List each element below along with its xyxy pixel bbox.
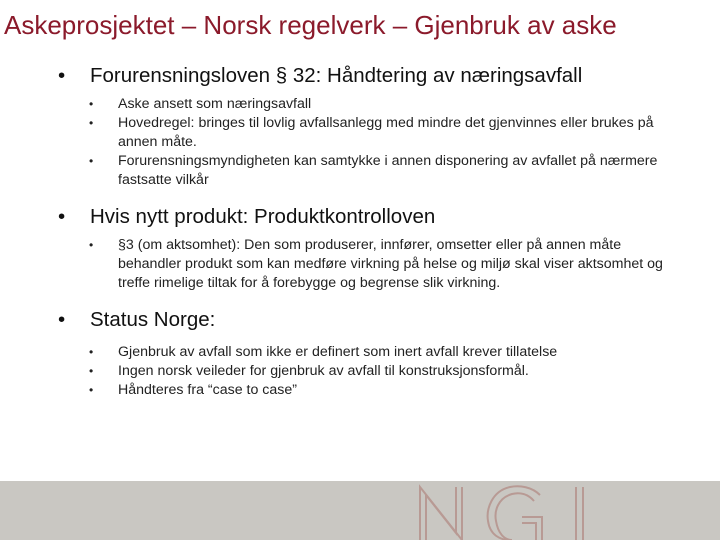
section-produktkontrolloven	[58, 203, 708, 293]
bullet-icon: •	[89, 154, 94, 168]
list-item	[58, 114, 670, 152]
list-item	[58, 362, 670, 381]
bullet-icon: •	[89, 238, 94, 252]
bullet-icon: •	[58, 205, 66, 228]
list-item-text: Hovedregel: bringes til lovlig avfallsanlegg med mindre det gjenvinnes eller brukes på annen måte.	[118, 115, 654, 150]
sub-list	[58, 95, 708, 190]
section-heading-text: Status Norge:	[90, 308, 216, 331]
list-item-text: Aske ansett som næringsavfall	[118, 96, 312, 112]
section-forurensningsloven	[58, 62, 708, 190]
list-item-text: Forurensningsmyndigheten kan samtykke i annen disponering av avfallet på nærmere fastsatte vilkår	[118, 153, 658, 188]
bullet-icon: •	[58, 64, 66, 87]
list-item	[58, 236, 670, 293]
list-item-text: Gjenbruk av avfall som ikke er definert som inert avfall krever tillatelse	[118, 344, 558, 360]
bullet-icon: •	[58, 308, 66, 331]
bullet-icon: •	[89, 345, 94, 359]
section-heading-text: Forurensningsloven § 32: Håndtering av næringsavfall	[90, 64, 583, 87]
list-item	[58, 152, 670, 190]
slide-title: Askeprosjektet – Norsk regelverk – Gjenbruk av aske	[4, 10, 617, 40]
section-heading	[58, 62, 708, 90]
list-item-text: Håndteres fra “case to case”	[118, 382, 297, 398]
ngi-logo-icon	[400, 481, 640, 540]
slide-content	[58, 62, 708, 400]
list-item-text: Ingen norsk veileder for gjenbruk av avfall til konstruksjonsformål.	[118, 363, 529, 379]
sub-list	[58, 343, 708, 400]
bullet-icon: •	[89, 383, 94, 397]
list-item-text: §3 (om aktsomhet): Den som produserer, innfører, omsetter eller på annen måte behandler produkt som kan medføre virkning på helse og miljø skal viser aktsomhet og treffe rimelige tiltak for å forebygge og begrense slik virkning.	[118, 237, 663, 291]
list-item	[58, 343, 670, 362]
bullet-icon: •	[89, 97, 94, 111]
list-item	[58, 381, 670, 400]
section-heading	[58, 203, 708, 231]
section-heading-text: Hvis nytt produkt: Produktkontrolloven	[90, 205, 436, 228]
bullet-icon: •	[89, 116, 94, 130]
section-heading	[58, 306, 708, 334]
sub-list	[58, 236, 708, 293]
section-status-norge	[58, 306, 708, 400]
bullet-icon: •	[89, 364, 94, 378]
list-item	[58, 95, 670, 114]
